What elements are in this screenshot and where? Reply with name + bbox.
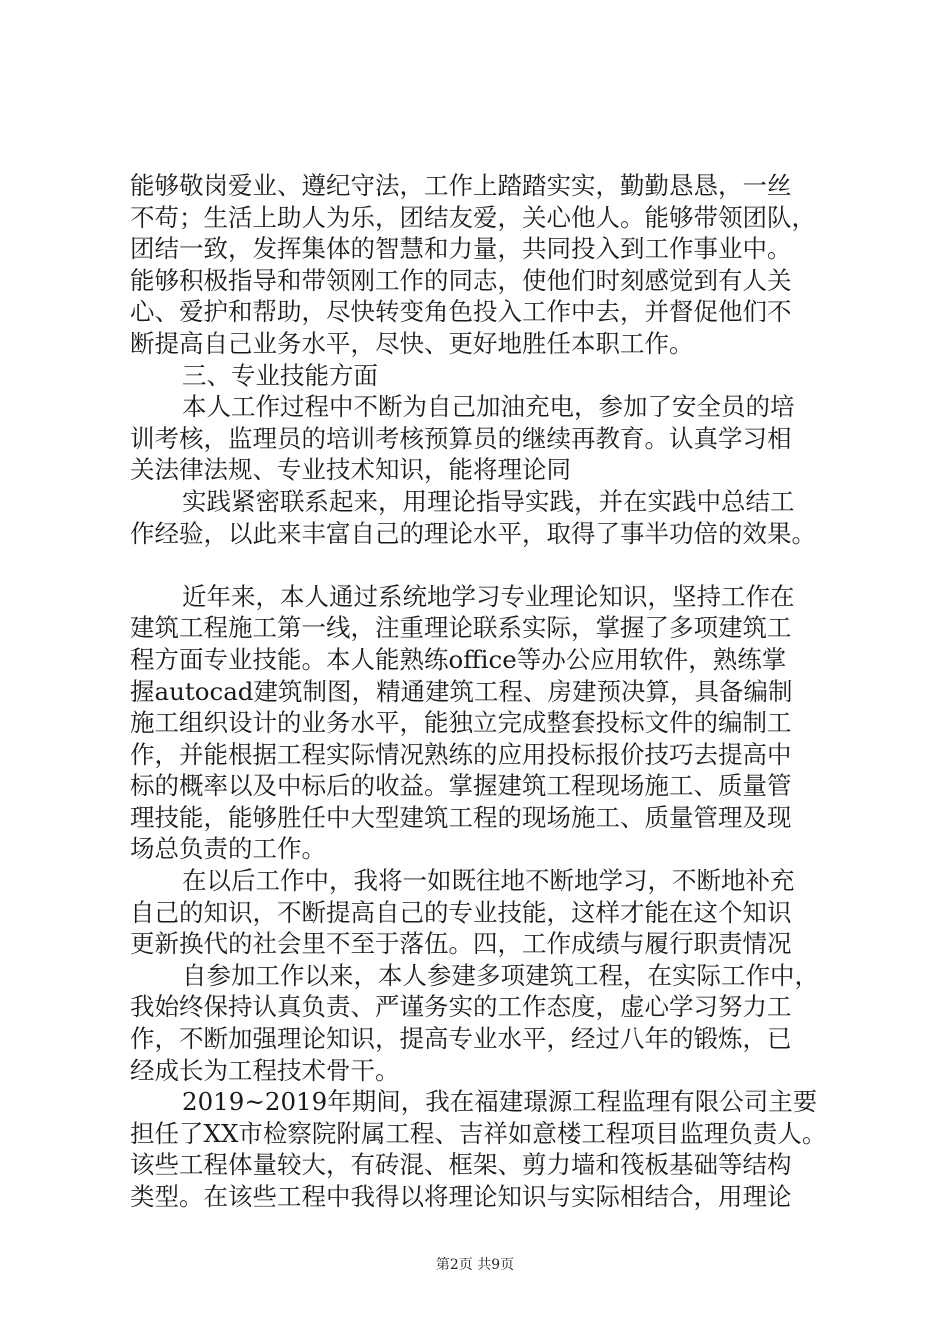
text-line: 更新换代的社会里不至于落伍。四，工作成绩与履行职责情况 <box>130 929 792 959</box>
text-line: 作，不断加强理论知识，提高专业水平，经过八年的锻炼，已 <box>130 1024 792 1054</box>
text-line: 场总负责的工作。 <box>130 834 326 864</box>
text-line: 握autocad建筑制图，精通建筑工程、房建预决算，具备编制 <box>130 676 793 706</box>
page-footer: 第2页 共9页 <box>435 1257 515 1273</box>
text-line: 心、爱护和帮助，尽快转变角色投入工作中去，并督促他们不 <box>130 297 792 327</box>
text-line: 实践紧密联系起来，用理论指导实践，并在实践中总结工 <box>182 486 795 516</box>
text-line: 理技能，能够胜任中大型建筑工程的现场施工、质量管理及现 <box>130 802 792 832</box>
text-line: 类型。在该些工程中我得以将理论知识与实际相结合，用理论 <box>130 1182 792 1211</box>
text-line: 本人工作过程中不断为自己加油充电，参加了安全员的培 <box>182 392 795 422</box>
text-line: 三、专业技能方面 <box>182 360 378 390</box>
text-line: 程方面专业技能。本人能熟练office等办公应用软件，熟练掌 <box>130 644 787 674</box>
text-line: 近年来，本人通过系统地学习专业理论知识，坚持工作在 <box>182 581 795 611</box>
text-line: 能够敬岗爱业、遵纪守法，工作上踏踏实实，勤勤恳恳，一丝 <box>130 171 792 200</box>
text-line: 断提高自己业务水平，尽快、更好地胜任本职工作。 <box>130 328 694 358</box>
text-line: 担任了XX市检察院附属工程、吉祥如意楼工程项目监理负责人。 <box>130 1118 827 1148</box>
text-line: 标的概率以及中标后的收益。掌握建筑工程现场施工、质量管 <box>130 771 792 801</box>
document-body <box>130 170 830 1213</box>
text-line: 团结一致，发挥集体的智慧和力量，共同投入到工作事业中。 <box>130 234 792 264</box>
text-line: 我始终保持认真负责、严谨务实的工作态度，虚心学习努力工 <box>130 992 792 1022</box>
text-line: 作，并能根据工程实际情况熟练的应用投标报价技巧去提高中 <box>130 739 792 769</box>
text-line: 在以后工作中，我将一如既往地不断地学习，不断地补充 <box>182 866 795 896</box>
text-line: 关法律法规、专业技术知识，能将理论同 <box>130 455 571 485</box>
text-line: 不苟；生活上助人为乐，团结友爱，关心他人。能够带领团队， <box>130 202 816 232</box>
text-line: 自参加工作以来，本人参建多项建筑工程，在实际工作中， <box>182 960 819 990</box>
text-line: 能够积极指导和带领刚工作的同志，使他们时刻感觉到有人关 <box>130 265 792 295</box>
text-line: 建筑工程施工第一线，注重理论联系实际，掌握了多项建筑工 <box>130 613 792 643</box>
text-line: 训考核，监理员的培训考核预算员的继续再教育。认真学习相 <box>130 423 792 453</box>
text-line: 该些工程体量较大，有砖混、框架、剪力墙和筏板基础等结构 <box>130 1150 792 1180</box>
text-line: 自己的知识，不断提高自己的专业技能，这样才能在这个知识 <box>130 897 792 927</box>
text-line: 2019~2019年期间，我在福建璟源工程监理有限公司主要 <box>182 1087 818 1117</box>
text-line: 经成长为工程技术骨干。 <box>130 1055 400 1085</box>
text-line: 施工组织设计的业务水平，能独立完成整套投标文件的编制工 <box>130 708 792 738</box>
blank-line <box>130 549 830 581</box>
text-line: 作经验，以此来丰富自己的理论水平，取得了事半功倍的效果。 <box>130 518 816 548</box>
